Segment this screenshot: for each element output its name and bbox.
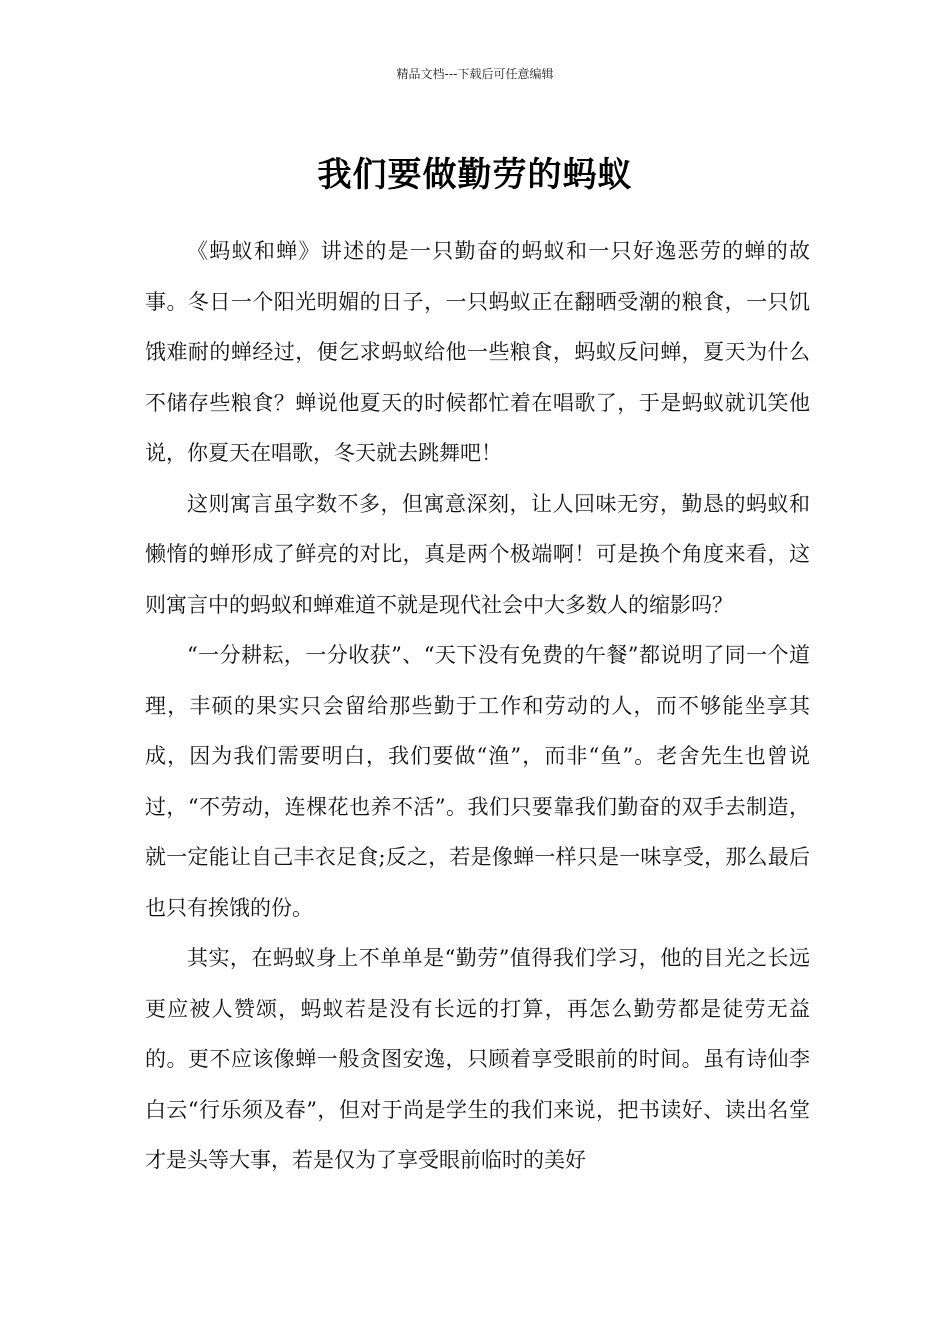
paragraph-1: 《蚂蚁和蝉》讲述的是一只勤奋的蚂蚁和一只好逸恶劳的蝉的故事。冬日一个阳光明媚的日子，一只蚂蚁正在翻晒受潮的粮食，一只饥饿难耐的蝉经过，便乞求蚂蚁给他一些粮食，蚂蚁反问蝉，夏天为什么不储存些粮食？蝉说他夏天的时候都忙着在唱歌了，于是蚂蚁就讥笑他说，你夏天在唱歌，冬天就去跳舞吧！ xyxy=(145,239,810,465)
paragraph-3: “一分耕耘，一分收获”、“天下没有免费的午餐”都说明了同一个道理，丰硕的果实只会留给那些勤于工作和劳动的人，而不够能坐享其成，因为我们需要明白，我们要做“渔”，而非“鱼”。老舍先生也曾说过，“不劳动，连棵花也养不活”。我们只要靠我们勤奋的双手去制造，就一定能让自己丰衣足食;反之，若是像蝉一样只是一味享受，那么最后也只有挨饿的份。 xyxy=(145,643,810,920)
document-body xyxy=(145,226,810,1186)
paragraph-4: 其实，在蚂蚁身上不单单是“勤劳”值得我们学习，他的目光之长远更应被人赞颂，蚂蚁若是没有长远的打算，再怎么勤劳都是徒劳无益的。更不应该像蝉一般贪图安逸，只顾着享受眼前的时间。虽有诗仙李白云“行乐须及春”，但对于尚是学生的我们来说，把书读好、读出名堂才是头等大事，若是仅为了享受眼前临时的美好 xyxy=(145,946,810,1172)
document-title: 我们要做勤劳的蚂蚁 xyxy=(317,154,633,195)
page-header: 精品文档---下载后可任意编辑 xyxy=(396,67,554,81)
paragraph-2: 这则寓言虽字数不多，但寓意深刻，让人回味无穷，勤恳的蚂蚁和懒惰的蝉形成了鲜亮的对比，真是两个极端啊！可是换个角度来看，这则寓言中的蚂蚁和蝉难道不就是现代社会中大多数人的缩影吗？ xyxy=(145,491,810,617)
